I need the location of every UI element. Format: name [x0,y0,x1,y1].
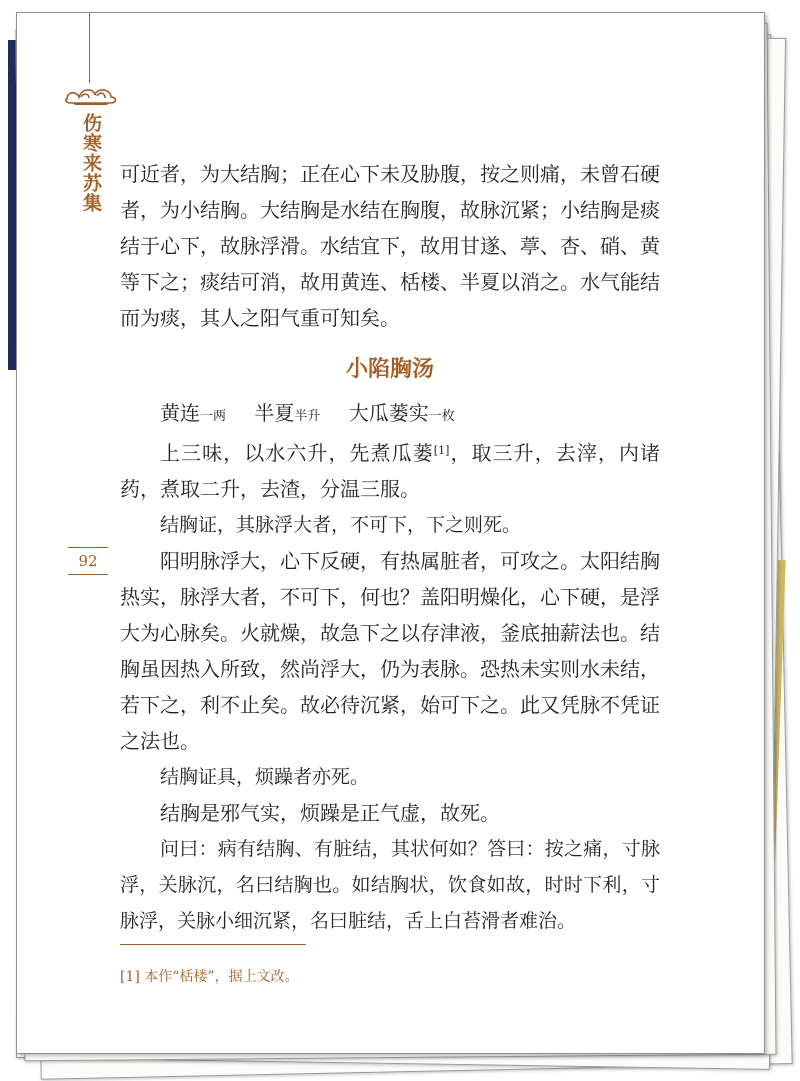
page-number: 92 [68,547,108,575]
herb-dose: 半升 [294,409,321,424]
formula-line [120,395,660,435]
footnote: [1] 本作“栝楼”，据上文改。 [120,969,299,985]
classic-quote: 结胸证，其脉浮大者，不可下，下之则死。 [160,514,522,536]
preparation-text-cont: ，取三升，去滓，内诸药，煮取二升，去渣，分温三服。 [120,441,661,501]
footnote-marker: [1] [433,444,450,457]
herb-dose: 一两 [200,409,227,424]
herb-name: 大瓜蒌实 [348,401,429,425]
ornament-line [89,13,90,83]
footnote-divider [120,944,306,945]
series-title: 伤寒来苏集 [80,113,102,213]
herb-dose: 一枚 [428,409,455,424]
main-text [120,156,660,939]
paragraph-continued: 可近者，为大结胸；正在心下未及胁腹，按之则痛，未曾石硬者，为小结胸。大结胸是水结在胸腹，故脉沉紧；小结胸是痰结于心下，故脉浮滑。水结宜下，故用甘遂、葶、杏、硝、黄等下之；痰结可消，故用黄连、栝楼、半夏以消之。水气能结而为痰，其人之阳气重可知矣。 [120,162,660,330]
classic-quote: 结胸证具，烦躁者亦死。 [160,766,370,788]
herb-name: 半夏 [254,401,295,425]
preparation-text: 上三味，以水六升，先煮瓜蒌 [160,441,434,465]
preparation-paragraph [120,435,660,507]
commentary-paragraph: 阳明脉浮大，心下反硬，有热属脏者，可攻之。太阳结胸热实，脉浮大者，不可下，何也？盖阳明燥化，心下硬，是浮大为心脉矣。火就燥，故急下之以存津液，釜底抽薪法也。结胸虽因热入所致，然尚浮大，仍为表脉。恐热未实则水未结，若下之，利不止矣。故必待沉紧，始可下之。此又凭脉不凭证之法也。 [120,549,660,753]
classic-quote: 问曰：病有结胸、有脏结，其状何如？答曰：按之痛，寸脉浮，关脉沉，名曰结胸也。如结胸状，饮食如故，时时下利，寸脉浮，关脉小细沉紧，名曰脏结，舌上白苔滑者难治。 [120,838,660,932]
auspicious-cloud-icon [63,79,119,107]
section-heading: 小陷胸汤 [345,356,434,382]
commentary-paragraph: 结胸是邪气实，烦躁是正气虚，故死。 [160,801,500,825]
herb-name: 黄连 [160,401,200,425]
